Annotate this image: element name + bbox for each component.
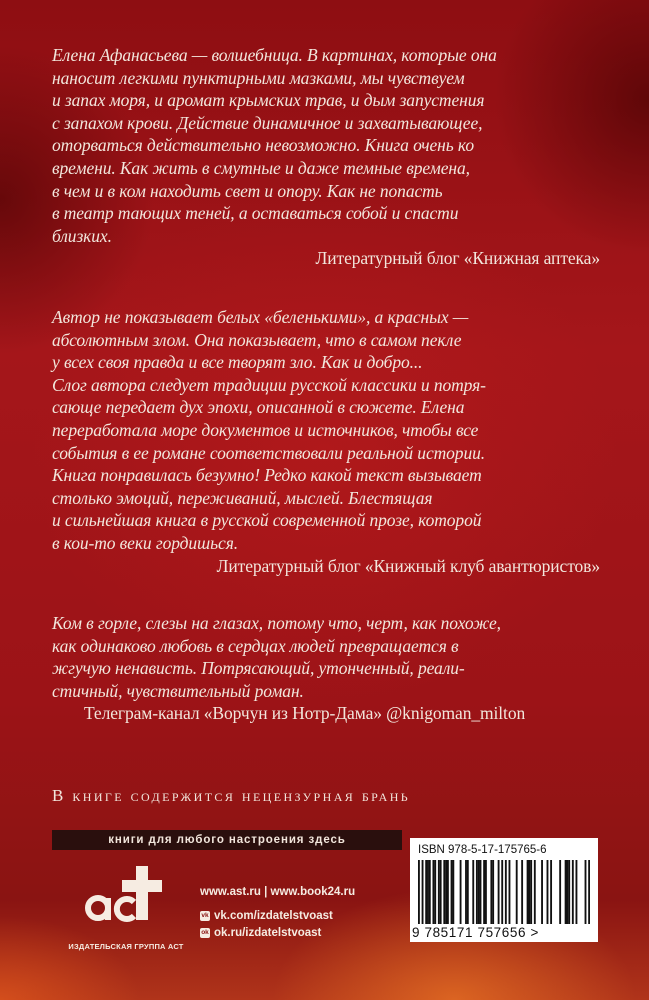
barcode-bar [452,860,454,924]
barcode-bar [483,860,485,924]
barcode-bar [530,860,532,924]
barcode-bar [478,860,480,924]
barcode-digits: 9 785171 757656 > [412,925,539,940]
review-line: в театр тающих теней, а оставаться собой и спасти [52,203,459,224]
review-line: с запахом крови. Действие динамичное и захватывающее, [52,112,483,133]
review-line: времени. Как жить в смутные и даже темные времена, [52,157,470,178]
review-line: наносит легкими пунктирными мазками, мы чувствуем [52,67,465,88]
vk-icon: vk [201,912,209,919]
barcode-bar [472,860,474,924]
barcode-bar [422,860,424,924]
barcode-bar [588,860,590,924]
barcode-bar [585,860,587,924]
review-line: в кои-то веки гордишься. [52,532,239,553]
review-line: стичный, чувствительный роман. [52,680,304,701]
barcode-bar [443,860,445,924]
ok-link-text: ok.ru/izdatelstvoast [214,927,322,939]
review-2 [52,306,600,577]
profanity-warning: В книге содержится нецензурная брань [52,786,411,805]
barcode-bar [547,860,549,924]
review-line: столько эмоций, переживаний, мыслей. Блестящая [52,487,433,508]
review-line: жгучую ненависть. Потрясающий, утонченный, реали- [52,658,465,679]
barcode-bar [550,860,552,924]
barcode-bar [432,860,434,924]
barcode-bar [476,860,478,924]
vk-link-text: vk.com/izdatelstvoast [214,910,333,922]
barcode-bar [501,860,503,924]
barcode-bar [572,860,574,924]
vk-link [200,910,333,922]
website-links: www.ast.ru | www.book24.ru [200,886,356,898]
barcode-bar [451,860,453,924]
review-line: события в ее романе соответствовали реальной истории. [52,442,486,463]
barcode-bar [541,860,543,924]
publisher-logo [78,862,174,936]
review-line: и сильнейшая книга в русской современной прозе, которой [52,510,482,531]
barcode-bar [485,860,487,924]
barcode-bar [427,860,429,924]
barcode-bar [418,860,420,924]
review-line: как одинаково любовь в сердцах людей превращается в [52,635,459,656]
barcode-bar [509,860,511,924]
review-line: переработала море документов и источников, чтобы все [52,419,479,440]
barcode-bar [440,860,442,924]
barcode-bar [521,860,523,924]
barcode-bar [505,860,507,924]
isbn-label: ISBN 978-5-17-175765-6 [418,844,547,856]
review-source: Литературный блог «Книжный клуб авантюристов» [216,555,600,576]
review-line: близких. [52,225,112,246]
review-3 [52,612,600,725]
barcode-bar [566,860,568,924]
review-line: Книга понравилась безумно! Редко какой текст вызывает [52,465,482,486]
barcode-bar [516,860,518,924]
barcode-bar [576,860,578,924]
barcode-bar [565,860,567,924]
review-line: и запах моря, и аромат крымских трав, и дым запустения [52,90,485,111]
review-line: Ком в горле, слезы на глазах, потому что, черт, как похоже, [52,613,501,633]
barcode-bar [559,860,561,924]
review-source: Литературный блог «Книжная аптека» [315,248,600,269]
barcode-bar [438,860,440,924]
barcode-bar [492,860,494,924]
review-1 [52,44,600,270]
barcode-bar [467,860,469,924]
barcode-bar [490,860,492,924]
review-line: в чем и в ком находить свет и опору. Как не попасть [52,180,443,201]
barcode-bar [447,860,449,924]
review-line: Елена Афанасьева — волшебница. В картинах, которые она [52,45,497,65]
ok-link [200,927,321,939]
review-line: оторваться действительно невозможно. Книга очень ко [52,135,474,156]
review-line: у всех своя правда и все творят зло. Как и добро... [52,352,423,373]
barcode-bar [528,860,530,924]
publisher-caption: ИЗДАТЕЛЬСКАЯ ГРУППА АСТ [68,942,184,951]
barcode-bar [480,860,482,924]
review-line: абсолютным злом. Она показывает, что в самом пекле [52,329,462,350]
barcode-bar [425,860,427,924]
barcode-bar [568,860,570,924]
tagline-bar: книги для любого настроения здесь [52,830,402,850]
barcode-bar [445,860,447,924]
barcode-bar [429,860,431,924]
barcode-bar [465,860,467,924]
review-source: Телеграм-канал «Ворчун из Нотр-Дама» @knigoman_milton [84,703,526,724]
review-line: сающе передает дух эпохи, описанной в сюжете. Елена [52,397,465,418]
barcode [418,860,590,924]
review-line: Слог автора следует традиции русской классики и потря- [52,374,486,395]
ok-icon: ok [201,929,209,936]
barcode-bar [534,860,536,924]
barcode-bar [434,860,436,924]
barcode-bar [460,860,462,924]
barcode-bar [498,860,500,924]
review-line: Автор не показывает белых «беленькими», а красных — [52,307,469,327]
barcode-bar [527,860,529,924]
